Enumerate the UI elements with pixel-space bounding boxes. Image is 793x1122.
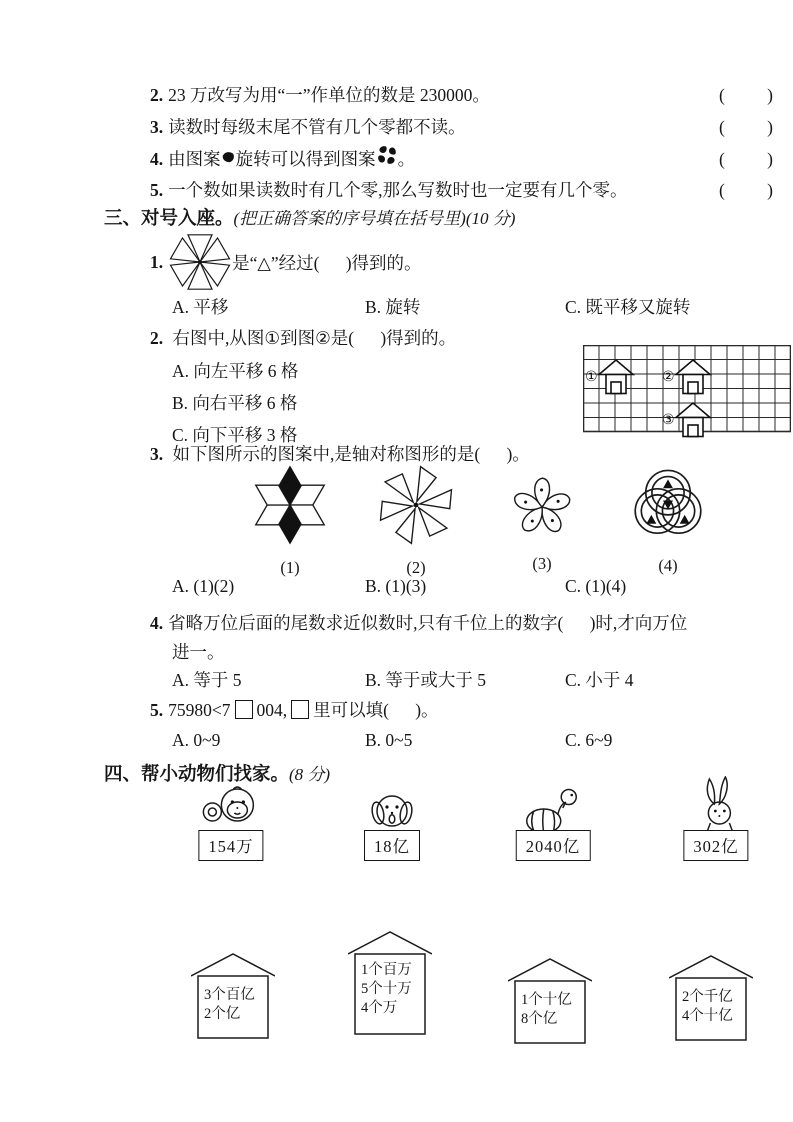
answer-brackets (719, 85, 773, 106)
option-a: A. 0~9 (172, 730, 221, 750)
option-b: B. 向右平移 6 格 (172, 393, 298, 413)
animal-dog (360, 786, 424, 861)
house-line: 4个万 (361, 1000, 398, 1016)
option-a: A. (1)(2) (172, 576, 235, 596)
bracket-close: ) (767, 117, 773, 137)
knot-pattern-figure (628, 467, 708, 545)
question-2-option-b (172, 390, 297, 415)
house-4 (669, 949, 753, 1048)
pattern-label: (2) (406, 558, 426, 577)
question-3-figures (230, 463, 728, 578)
question-number: 5. (150, 700, 164, 720)
four-leaf-pattern-icon (376, 145, 398, 165)
house-2 (348, 925, 432, 1042)
option-a: A. 等于 5 (172, 670, 242, 690)
flower-pattern-figure (504, 471, 580, 543)
pinwheel-figure (168, 230, 232, 294)
house-label (682, 988, 733, 1026)
question-number: 3. (150, 444, 164, 464)
item-text: 旋转可以得到图案 (235, 149, 376, 169)
dog-icon (360, 786, 424, 834)
rabbit-icon (684, 776, 748, 834)
house-1 (191, 947, 275, 1046)
house-label (204, 986, 255, 1024)
item-number: 2. (150, 85, 164, 105)
section-title: 三、对号入座。 (104, 209, 234, 229)
item-number: 4. (150, 149, 164, 169)
question-number: 4. (150, 613, 164, 633)
leaf-pattern-icon (221, 150, 236, 165)
star-pattern-figure (246, 463, 334, 547)
sign-label: 302亿 (683, 830, 748, 861)
section-note: (8 分) (289, 765, 331, 784)
option-c: C. 小于 4 (565, 670, 634, 690)
item-text: 由图案 (168, 149, 221, 169)
judge-item-5 (150, 177, 773, 202)
house-line: 4个十亿 (682, 1008, 733, 1024)
question-5 (150, 697, 439, 722)
option-b: B. 旋转 (365, 297, 421, 317)
option-c: C. 既平移又旋转 (565, 297, 691, 317)
question-number: 1. (150, 251, 164, 272)
question-text: 75980<7 (168, 700, 231, 720)
question-text: 里可以填( )。 (313, 700, 439, 720)
pattern-1 (230, 463, 350, 578)
house-line: 2个亿 (204, 1006, 241, 1022)
bracket-close: ) (767, 180, 773, 200)
sign-label: 18亿 (364, 830, 420, 861)
grid-label-2: ② (662, 370, 675, 385)
pattern-label: (3) (532, 554, 552, 573)
section-note: (把正确答案的序号填在括号里)(10 分) (233, 209, 516, 228)
question-text: 如下图所示的图案中,是轴对称图形的是( )。 (172, 444, 530, 464)
house-line: 3个百亿 (204, 987, 255, 1003)
item-number: 3. (150, 117, 164, 137)
answer-brackets (719, 149, 773, 170)
question-text: 是“△”经过( )得到的。 (232, 252, 422, 273)
question-4 (150, 609, 687, 667)
question-1-options (172, 294, 690, 319)
house-label (521, 991, 572, 1029)
house-line: 5个十万 (361, 981, 412, 997)
judge-item-2 (150, 82, 773, 107)
option-b: B. 等于或大于 5 (365, 670, 487, 690)
option-c: C. 6~9 (565, 730, 613, 750)
animal-turtle (516, 784, 591, 861)
house-line: 1个百万 (361, 962, 412, 978)
question-2 (150, 325, 456, 350)
pattern-3 (482, 463, 602, 578)
judge-item-4 (150, 145, 773, 171)
animal-rabbit (683, 776, 748, 861)
answer-brackets (719, 117, 773, 138)
question-3-options (172, 576, 626, 597)
question-text-line-2: 进一。 (172, 642, 225, 662)
bracket-close: ) (767, 149, 773, 169)
option-c: C. 向下平移 3 格 (172, 425, 298, 445)
question-4-options (172, 667, 634, 692)
option-a: A. 向左平移 6 格 (172, 361, 299, 381)
animal-monkey (198, 782, 263, 861)
bracket-open: ( (719, 149, 725, 169)
house-3 (508, 952, 592, 1051)
item-text: 。 (397, 149, 416, 169)
grid-label-1: ① (585, 370, 598, 385)
item-text: 23 万改写为用“一”作单位的数是 230000。 (168, 85, 490, 105)
pattern-2 (356, 463, 476, 578)
house-line: 8个亿 (521, 1011, 558, 1027)
question-text: 右图中,从图①到图②是( )得到的。 (172, 328, 457, 348)
turtle-icon (518, 784, 588, 834)
item-text: 读数时每级末尾不管有几个零都不读。 (168, 117, 466, 137)
grid-label-3: ③ (662, 413, 675, 428)
question-1 (150, 230, 422, 294)
question-5-options (172, 730, 612, 751)
sign-label: 154万 (198, 830, 263, 861)
blank-box (291, 700, 309, 719)
windmill-pattern-figure (372, 463, 460, 547)
pattern-label: (4) (658, 556, 678, 575)
monkey-icon (199, 782, 263, 834)
question-2-option-a (172, 358, 298, 383)
bracket-open: ( (719, 180, 725, 200)
question-number: 2. (150, 328, 164, 348)
translation-grid-figure (583, 345, 791, 441)
bracket-open: ( (719, 117, 725, 137)
option-b: B. (1)(3) (365, 576, 427, 596)
bracket-close: ) (767, 85, 773, 105)
pattern-label: (1) (280, 558, 300, 577)
item-number: 5. (150, 180, 164, 200)
question-text: 省略万位后面的尾数求近似数时,只有千位上的数字( )时,才向万位 (168, 613, 688, 633)
bracket-open: ( (719, 85, 725, 105)
judge-item-3 (150, 114, 773, 139)
option-b: B. 0~5 (365, 730, 413, 750)
section-3-heading (104, 204, 515, 230)
option-c: C. (1)(4) (565, 576, 627, 596)
item-text: 一个数如果读数时有几个零,那么写数时也一定要有几个零。 (168, 180, 628, 200)
sign-label: 2040亿 (516, 830, 591, 861)
house-line: 2个千亿 (682, 989, 733, 1005)
section-title: 四、帮小动物们找家。 (104, 765, 290, 785)
pattern-4 (608, 463, 728, 578)
blank-box (235, 700, 253, 719)
answer-brackets (719, 180, 773, 201)
house-line: 1个十亿 (521, 992, 572, 1008)
option-a: A. 平移 (172, 297, 229, 317)
question-text: 004, (256, 700, 288, 720)
house-label (361, 961, 412, 1018)
